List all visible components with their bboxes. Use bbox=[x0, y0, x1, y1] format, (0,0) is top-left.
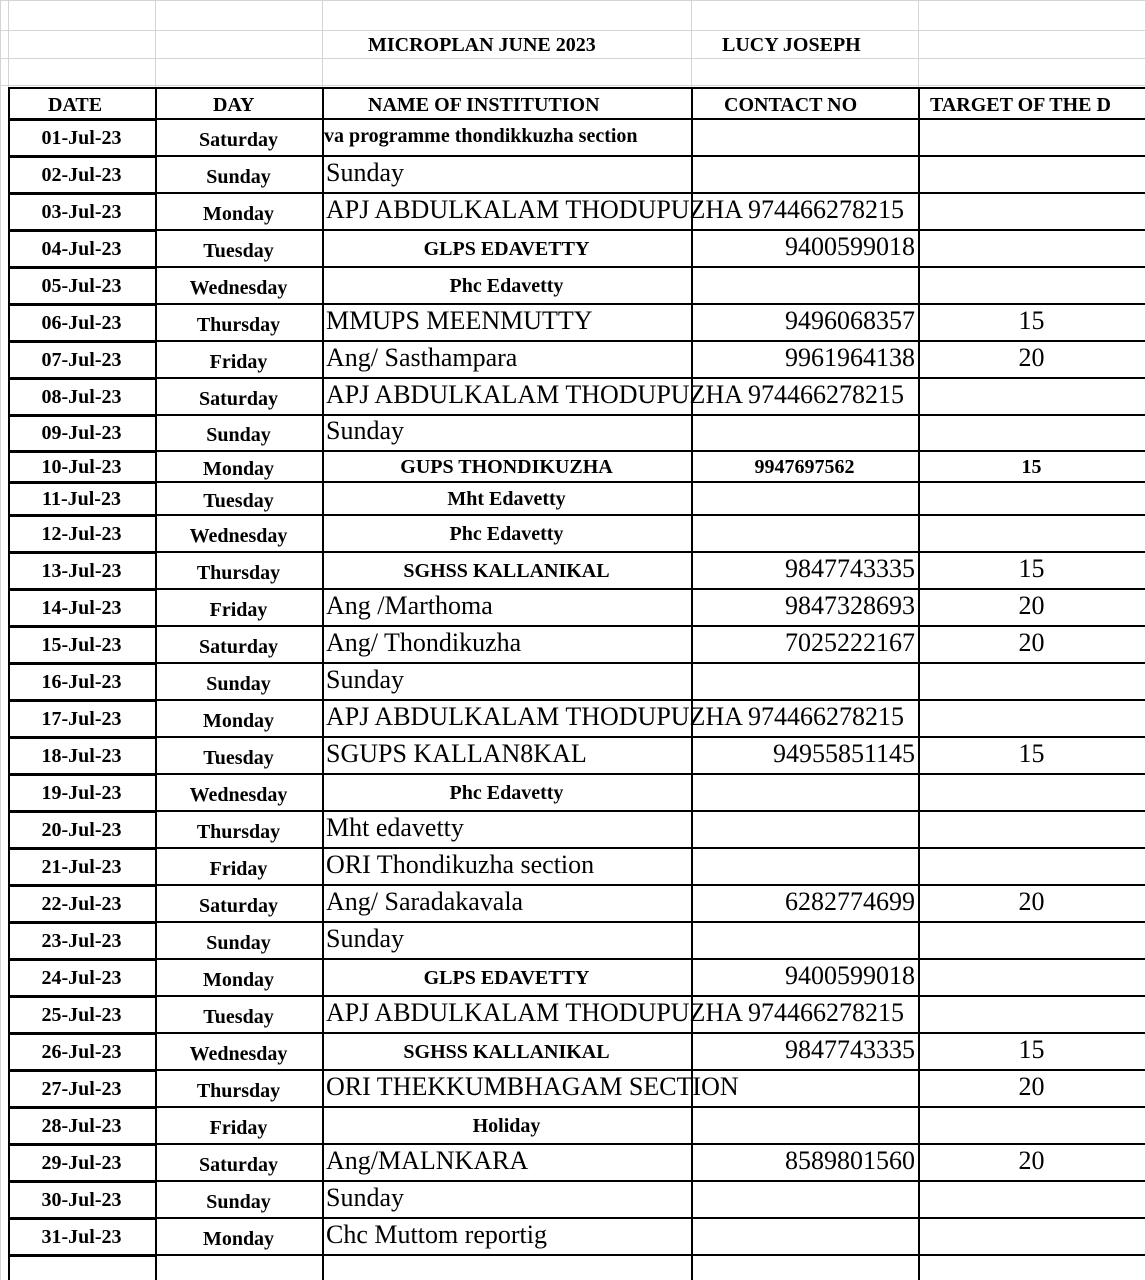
border-line bbox=[155, 303, 1145, 305]
date-cell[interactable]: 19-Jul-23 bbox=[41, 781, 122, 804]
border-line bbox=[8, 995, 155, 998]
institution-cell[interactable]: va programme thondikkuzha section bbox=[324, 124, 638, 147]
border-line bbox=[155, 1069, 1145, 1071]
border-line bbox=[8, 921, 155, 924]
date-cell[interactable]: 23-Jul-23 bbox=[41, 929, 122, 952]
target-cell[interactable]: 20 bbox=[1018, 1071, 1045, 1101]
institution-cell[interactable]: Sunday bbox=[326, 1182, 404, 1212]
border-line bbox=[155, 1180, 1145, 1182]
border-line bbox=[155, 1143, 1145, 1145]
contact-cell[interactable]: 9947697562 bbox=[754, 455, 855, 478]
institution-cell[interactable]: SGHSS KALLANIKAL bbox=[403, 1040, 610, 1063]
border-line bbox=[8, 340, 155, 343]
border-line bbox=[8, 1217, 155, 1220]
border-line bbox=[155, 377, 1145, 379]
border-line bbox=[155, 810, 1145, 812]
contact-cell[interactable]: 8589801560 bbox=[785, 1145, 915, 1175]
target-cell[interactable]: 15 bbox=[1018, 305, 1045, 335]
border-line bbox=[8, 450, 155, 453]
contact-cell[interactable]: 9847328693 bbox=[785, 590, 915, 620]
contact-cell[interactable]: 9847743335 bbox=[785, 553, 915, 583]
border-line bbox=[155, 625, 1145, 627]
border-line bbox=[8, 192, 155, 195]
institution-cell[interactable]: GUPS THONDIKUZHA bbox=[400, 455, 613, 478]
day-cell[interactable]: Saturday bbox=[199, 1153, 278, 1176]
date-cell[interactable]: 05-Jul-23 bbox=[41, 274, 122, 297]
border-line bbox=[155, 847, 1145, 849]
institution-cell[interactable]: Holiday bbox=[472, 1114, 541, 1137]
institution-cell[interactable]: Ang/MALNKARA bbox=[326, 1145, 529, 1175]
border-line bbox=[8, 1143, 155, 1146]
date-cell[interactable]: 28-Jul-23 bbox=[41, 1114, 122, 1137]
institution-cell[interactable]: SGUPS KALLAN8KAL bbox=[326, 738, 587, 768]
institution-cell[interactable]: ORI THEKKUMBHAGAM SECTION bbox=[326, 1071, 739, 1101]
border-line bbox=[155, 1217, 1145, 1219]
institution-cell[interactable]: APJ ABDULKALAM THODUPUZHA 974466278215 bbox=[326, 194, 905, 224]
day-cell[interactable]: Saturday bbox=[199, 128, 278, 151]
border-line bbox=[8, 699, 155, 702]
day-cell[interactable]: Monday bbox=[202, 457, 275, 480]
day-cell[interactable]: Friday bbox=[209, 350, 268, 373]
border-line bbox=[8, 884, 155, 887]
day-cell[interactable]: Tuesday bbox=[203, 746, 274, 769]
date-cell[interactable]: 30-Jul-23 bbox=[41, 1188, 122, 1211]
border-line bbox=[8, 588, 155, 591]
date-cell[interactable]: 13-Jul-23 bbox=[41, 559, 122, 582]
border-line bbox=[155, 1032, 1145, 1034]
date-cell[interactable]: 09-Jul-23 bbox=[41, 422, 122, 444]
border-line bbox=[8, 1180, 155, 1183]
border-line bbox=[8, 414, 155, 417]
day-cell[interactable]: Sunday bbox=[206, 1190, 271, 1213]
day-cell[interactable]: Sunday bbox=[206, 672, 271, 695]
border-line bbox=[8, 377, 155, 380]
day-cell[interactable]: Monday bbox=[202, 202, 275, 225]
date-cell[interactable]: 15-Jul-23 bbox=[41, 633, 122, 656]
date-cell[interactable]: 04-Jul-23 bbox=[41, 237, 122, 260]
border-line bbox=[8, 266, 155, 269]
institution-cell[interactable]: Mht Edavetty bbox=[447, 487, 566, 510]
contact-cell[interactable]: 9400599018 bbox=[785, 231, 915, 261]
border-line bbox=[155, 1106, 1145, 1108]
date-cell[interactable]: 24-Jul-23 bbox=[41, 966, 122, 989]
day-cell[interactable]: Thursday bbox=[196, 561, 281, 584]
border-line bbox=[155, 340, 1145, 342]
border-line bbox=[8, 1106, 155, 1109]
border-line bbox=[155, 1254, 1145, 1256]
day-cell[interactable]: Sunday bbox=[206, 424, 271, 446]
day-cell[interactable]: Wednesday bbox=[189, 524, 288, 547]
date-cell[interactable]: 22-Jul-23 bbox=[41, 892, 122, 915]
border-line bbox=[155, 958, 1145, 960]
day-cell[interactable]: Tuesday bbox=[203, 489, 274, 512]
date-cell[interactable]: 10-Jul-23 bbox=[41, 455, 122, 478]
border-line bbox=[155, 662, 1145, 664]
day-cell[interactable]: Monday bbox=[202, 1227, 275, 1250]
border-line bbox=[155, 551, 1145, 553]
border-line bbox=[8, 958, 155, 961]
day-cell[interactable]: Friday bbox=[209, 1116, 268, 1139]
border-line bbox=[155, 773, 1145, 775]
contact-cell[interactable]: 9496068357 bbox=[785, 305, 915, 335]
institution-cell[interactable]: MMUPS MEENMUTTY bbox=[326, 305, 593, 335]
target-cell[interactable]: 15 bbox=[1018, 738, 1045, 768]
institution-cell[interactable]: Phc Edavetty bbox=[449, 781, 564, 804]
date-cell[interactable]: 18-Jul-23 bbox=[41, 744, 122, 767]
border-line bbox=[8, 847, 155, 850]
border-line bbox=[155, 736, 1145, 738]
day-cell[interactable]: Friday bbox=[209, 598, 268, 621]
border-line bbox=[155, 588, 1145, 590]
institution-cell[interactable]: Phc Edavetty bbox=[449, 522, 564, 545]
day-cell[interactable]: Monday bbox=[202, 968, 275, 991]
grid-line bbox=[0, 0, 1145, 1]
border-line bbox=[8, 514, 155, 517]
date-cell[interactable]: 14-Jul-23 bbox=[41, 596, 122, 619]
date-cell[interactable]: 21-Jul-23 bbox=[41, 855, 122, 878]
date-cell[interactable]: 27-Jul-23 bbox=[41, 1077, 122, 1100]
grid-line bbox=[0, 0, 1, 1280]
date-cell[interactable]: 29-Jul-23 bbox=[41, 1151, 122, 1174]
date-cell[interactable]: 01-Jul-23 bbox=[41, 126, 122, 149]
border-line bbox=[8, 481, 155, 484]
day-cell[interactable]: Saturday bbox=[199, 894, 278, 917]
institution-cell[interactable]: APJ ABDULKALAM THODUPUZHA 974466278215 bbox=[326, 997, 905, 1027]
header-institution[interactable]: NAME OF INSTITUTION bbox=[368, 94, 600, 116]
border-line bbox=[155, 414, 1145, 416]
day-cell[interactable]: Sunday bbox=[206, 931, 271, 954]
person-name[interactable]: LUCY JOSEPH bbox=[722, 34, 861, 56]
date-cell[interactable]: 07-Jul-23 bbox=[41, 348, 122, 371]
target-cell[interactable]: 20 bbox=[1018, 342, 1045, 372]
target-cell[interactable]: 15 bbox=[1021, 455, 1042, 478]
border-line bbox=[8, 303, 155, 306]
institution-cell[interactable]: Ang/ Saradakavala bbox=[326, 886, 524, 916]
contact-cell[interactable]: 9847743335 bbox=[785, 1034, 915, 1064]
contact-cell[interactable]: 94955851145 bbox=[772, 738, 915, 768]
border-line bbox=[8, 87, 1145, 89]
date-cell[interactable]: 20-Jul-23 bbox=[41, 818, 122, 841]
date-cell[interactable]: 12-Jul-23 bbox=[41, 522, 122, 545]
header-contact[interactable]: CONTACT NO bbox=[724, 94, 858, 116]
target-cell[interactable]: 15 bbox=[1018, 553, 1045, 583]
day-cell[interactable]: Wednesday bbox=[189, 1042, 288, 1065]
target-cell[interactable]: 20 bbox=[1018, 590, 1045, 620]
border-line bbox=[155, 921, 1145, 923]
border-line bbox=[8, 551, 155, 554]
institution-cell[interactable]: Ang/ Thondikuzha bbox=[326, 627, 522, 657]
institution-cell[interactable]: GLPS EDAVETTY bbox=[423, 966, 590, 989]
day-cell[interactable]: Thursday bbox=[196, 313, 281, 336]
target-cell[interactable]: 20 bbox=[1018, 1145, 1045, 1175]
target-cell[interactable]: 20 bbox=[1018, 886, 1045, 916]
day-cell[interactable]: Saturday bbox=[199, 387, 278, 410]
contact-cell[interactable]: 6282774699 bbox=[785, 886, 915, 916]
grid-line bbox=[0, 58, 1145, 59]
border-line bbox=[155, 229, 1145, 231]
border-line bbox=[155, 192, 1145, 194]
date-cell[interactable]: 31-Jul-23 bbox=[41, 1225, 122, 1248]
border-line bbox=[8, 1069, 155, 1072]
date-cell[interactable]: 26-Jul-23 bbox=[41, 1040, 122, 1063]
border-line bbox=[8, 155, 155, 158]
grid-line bbox=[0, 30, 1145, 31]
border-line bbox=[8, 229, 155, 232]
border-line bbox=[155, 699, 1145, 701]
institution-cell[interactable]: Ang /Marthoma bbox=[326, 590, 493, 620]
day-cell[interactable]: Wednesday bbox=[189, 783, 288, 806]
plan-title[interactable]: MICROPLAN JUNE 2023 bbox=[368, 34, 596, 56]
institution-cell[interactable]: APJ ABDULKALAM THODUPUZHA 974466278215 bbox=[326, 379, 905, 409]
date-cell[interactable]: 06-Jul-23 bbox=[41, 311, 122, 334]
day-cell[interactable]: Friday bbox=[209, 857, 268, 880]
date-cell[interactable]: 17-Jul-23 bbox=[41, 707, 122, 730]
day-cell[interactable]: Thursday bbox=[196, 820, 281, 843]
border-line bbox=[8, 625, 155, 628]
border-line bbox=[8, 736, 155, 739]
institution-cell[interactable]: SGHSS KALLANIKAL bbox=[403, 559, 610, 582]
contact-cell[interactable]: 9961964138 bbox=[785, 342, 915, 372]
header-day[interactable]: DAY bbox=[213, 94, 255, 116]
grid-line bbox=[0, 85, 1145, 86]
border-line bbox=[155, 450, 1145, 452]
institution-cell[interactable]: Sunday bbox=[326, 416, 404, 445]
institution-cell[interactable]: Ang/ Sasthampara bbox=[326, 342, 518, 372]
day-cell[interactable]: Wednesday bbox=[189, 276, 288, 299]
date-cell[interactable]: 08-Jul-23 bbox=[41, 385, 122, 408]
date-cell[interactable]: 02-Jul-23 bbox=[41, 163, 122, 186]
institution-cell[interactable]: Phc Edavetty bbox=[449, 274, 564, 297]
border-line bbox=[155, 481, 1145, 483]
date-cell[interactable]: 25-Jul-23 bbox=[41, 1003, 122, 1026]
day-cell[interactable]: Monday bbox=[202, 709, 275, 732]
day-cell[interactable]: Tuesday bbox=[203, 1005, 274, 1028]
day-cell[interactable]: Tuesday bbox=[203, 239, 274, 262]
institution-cell[interactable]: ORI Thondikuzha section bbox=[326, 849, 595, 879]
day-cell[interactable]: Thursday bbox=[196, 1079, 281, 1102]
target-cell[interactable]: 20 bbox=[1018, 627, 1045, 657]
border-line bbox=[8, 773, 155, 776]
date-cell[interactable]: 03-Jul-23 bbox=[41, 200, 122, 223]
institution-cell[interactable]: Mht edavetty bbox=[326, 812, 464, 842]
contact-cell[interactable]: 7025222167 bbox=[785, 627, 915, 657]
institution-cell[interactable]: GLPS EDAVETTY bbox=[423, 237, 590, 260]
border-line bbox=[8, 810, 155, 813]
target-cell[interactable]: 15 bbox=[1018, 1034, 1045, 1064]
border-line bbox=[155, 995, 1145, 997]
border-line bbox=[155, 118, 1145, 120]
header-target[interactable]: TARGET OF THE D bbox=[930, 94, 1111, 116]
border-line bbox=[155, 155, 1145, 157]
institution-cell[interactable]: Sunday bbox=[326, 664, 404, 694]
border-line bbox=[8, 118, 155, 121]
date-cell[interactable]: 16-Jul-23 bbox=[41, 670, 122, 693]
header-date[interactable]: DATE bbox=[48, 94, 103, 116]
institution-cell[interactable]: APJ ABDULKALAM THODUPUZHA 974466278215 bbox=[326, 701, 905, 731]
border-line bbox=[155, 514, 1145, 516]
contact-cell[interactable]: 9400599018 bbox=[785, 960, 915, 990]
institution-cell[interactable]: Sunday bbox=[326, 157, 404, 187]
border-line bbox=[155, 884, 1145, 886]
day-cell[interactable]: Saturday bbox=[199, 635, 278, 658]
institution-cell[interactable]: Sunday bbox=[326, 923, 404, 953]
border-line bbox=[155, 266, 1145, 268]
day-cell[interactable]: Sunday bbox=[206, 165, 271, 188]
institution-cell[interactable]: Chc Muttom reportig bbox=[326, 1219, 547, 1249]
border-line bbox=[8, 1254, 155, 1257]
border-line bbox=[8, 662, 155, 665]
border-line bbox=[8, 1032, 155, 1035]
date-cell[interactable]: 11-Jul-23 bbox=[42, 487, 121, 510]
